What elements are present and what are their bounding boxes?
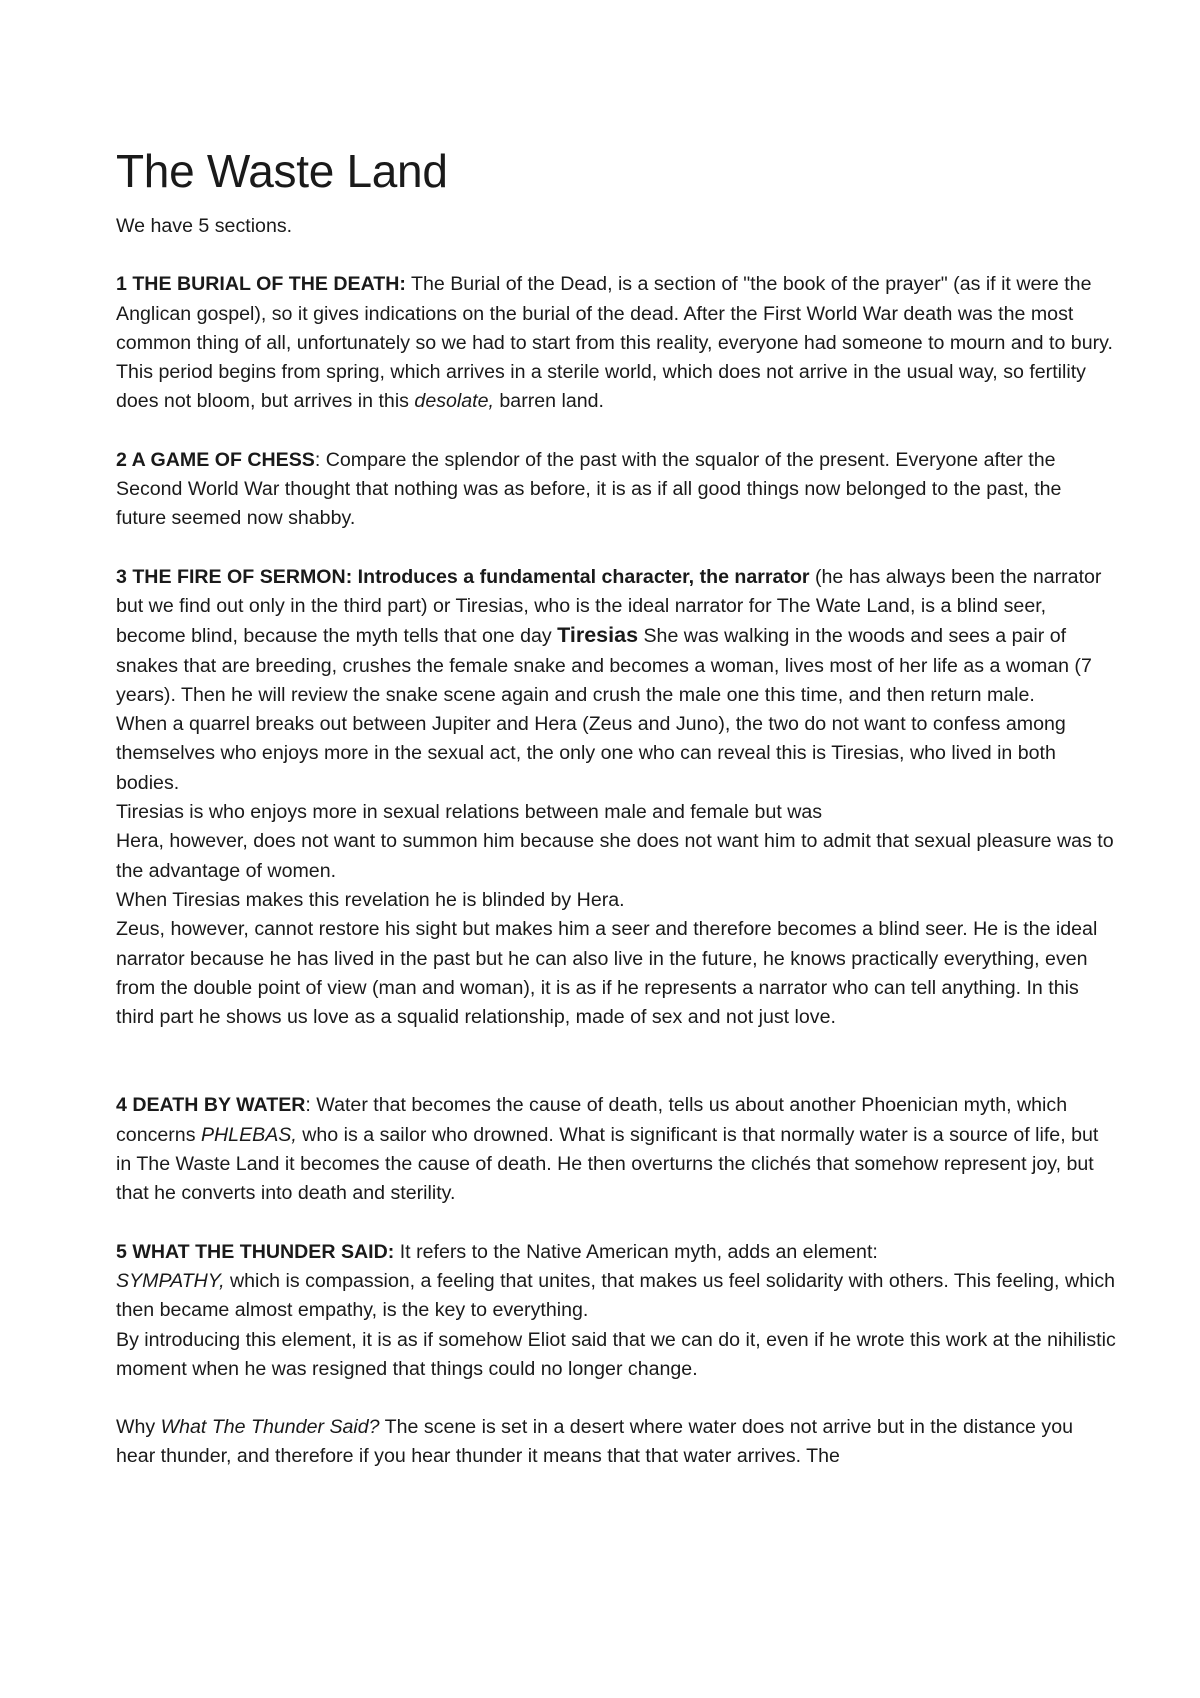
document-body — [116, 142, 1116, 1472]
section-3-paragraph — [116, 563, 1116, 710]
spacer — [116, 417, 1116, 446]
section-5-heading: 5 WHAT THE THUNDER SAID: — [116, 1240, 395, 1263]
why-emphasis: What The Thunder Said? — [160, 1416, 380, 1439]
section-3-line-hera: Hera, however, does not want to summon him because she does not want him to admit that sexual pleasure was to the advantage of women. — [116, 830, 1114, 882]
tiresias-name: Tiresias — [557, 623, 639, 648]
spacer — [116, 241, 1116, 270]
section-3-text-cont: She was walking in the woods and sees a pair of snakes that are breeding, crushes the female snake and becomes a woman, lives most of her life as a woman (7 years). Then he will review the snake scene again and crush the male one this time, and then return male. — [116, 625, 1092, 706]
spacer — [116, 1209, 1116, 1238]
section-4-emphasis: PHLEBAS, — [200, 1123, 297, 1146]
section-2-paragraph — [116, 446, 1116, 534]
why-paragraph — [116, 1413, 1116, 1472]
section-5-text: It refers to the Native American myth, adds an element: — [394, 1240, 878, 1263]
section-2-heading: 2 A GAME OF CHESS — [116, 448, 315, 471]
section-3-line-relations: Tiresias is who enjoys more in sexual relations between male and female but was — [116, 801, 823, 824]
spacer — [116, 1384, 1116, 1413]
section-5-paragraph — [116, 1238, 1116, 1326]
spacer — [116, 1032, 1116, 1091]
section-4-text-end: who is a sailor who drowned. What is significant is that normally water is a source of life, but in The Waste Land it becomes the cause of death. He then overturns the clichés that somehow represent joy, but that he converts into death and sterility. — [116, 1123, 1099, 1205]
why-text: The scene is set in a desert where water does not arrive but in the distance you hear thunder, and therefore if you hear thunder it means that that water arrives. The — [116, 1416, 1073, 1468]
document-title: The Waste Land — [116, 145, 448, 197]
why-prefix: Why — [116, 1416, 161, 1439]
section-3-line-quarrel: When a quarrel breaks out between Jupiter and Hera (Zeus and Juno), the two do not want to confess among themselves who enjoys more in the sexual act, the only one who can reveal this is Tiresias, who lived in both bodies. — [116, 713, 1066, 794]
section-5-emphasis: SYMPATHY, — [116, 1269, 225, 1292]
section-1-paragraph — [116, 270, 1116, 416]
section-4-heading: 4 DEATH BY WATER — [116, 1094, 306, 1117]
section-3-line-zeus: Zeus, however, cannot restore his sight but makes him a seer and therefore becomes a blind seer. He is the ideal narrator because he has lived in the past but he can also live in the future, he knows practically everything, even from the double point of view (man and woman), it is as if he represents a narrator who can tell anything. In this third part he shows us love as a squalid relationship, made of sex and not just love. — [116, 918, 1098, 1029]
section-5-line-eliot: By introducing this element, it is as if somehow Eliot said that we can do it, even if he wrote this work at the nihilistic moment when he was resigned that things could no longer change. — [116, 1328, 1116, 1380]
section-3-text: (he has always been the narrator but we find out only in the third part) or Tiresias, who is the ideal narrator for The Wate Land, is a blind seer, become blind, because the myth tells that one day — [116, 565, 1102, 648]
section-1-heading: 1 THE BURIAL OF THE DEATH: — [116, 273, 406, 296]
intro-paragraph: We have 5 sections. — [116, 215, 293, 237]
section-5-text-end: which is compassion, a feeling that unites, that makes us feel solidarity with others. This feeling, which then became almost empathy, is the key to everything. — [116, 1269, 1116, 1322]
spacer — [116, 534, 1116, 563]
section-1-text: The Burial of the Dead, is a section of "the book of the prayer" (as if it were the Anglican gospel), so it gives indications on the burial of the dead. After the First World War death was the most common thing of all, unfortunately so we had to start from this reality, everyone had someone to mourn and to bury. This period begins from spring, which arrives in a sterile world, which does not arrive in the usual way, so fertility does not bloom, but arrives in this — [116, 273, 1113, 413]
section-3-line-revelation: When Tiresias makes this revelation he is blinded by Hera. — [116, 888, 625, 911]
section-1-emphasis: desolate, — [414, 390, 494, 413]
section-3-heading: 3 THE FIRE OF SERMON: Introduces a fundamental character, the narrator — [116, 565, 810, 588]
section-4-paragraph — [116, 1091, 1116, 1208]
section-4-text: : Water that becomes the cause of death, tells us about another Phoenician myth, which concerns — [116, 1094, 1068, 1146]
section-2-text: : Compare the splendor of the past with the squalor of the present. Everyone after the Second World War thought that nothing was as before, it is as if all good things now belonged to the past, the future seemed now shabby. — [116, 448, 1062, 530]
section-1-text-end: barren land. — [493, 390, 604, 413]
